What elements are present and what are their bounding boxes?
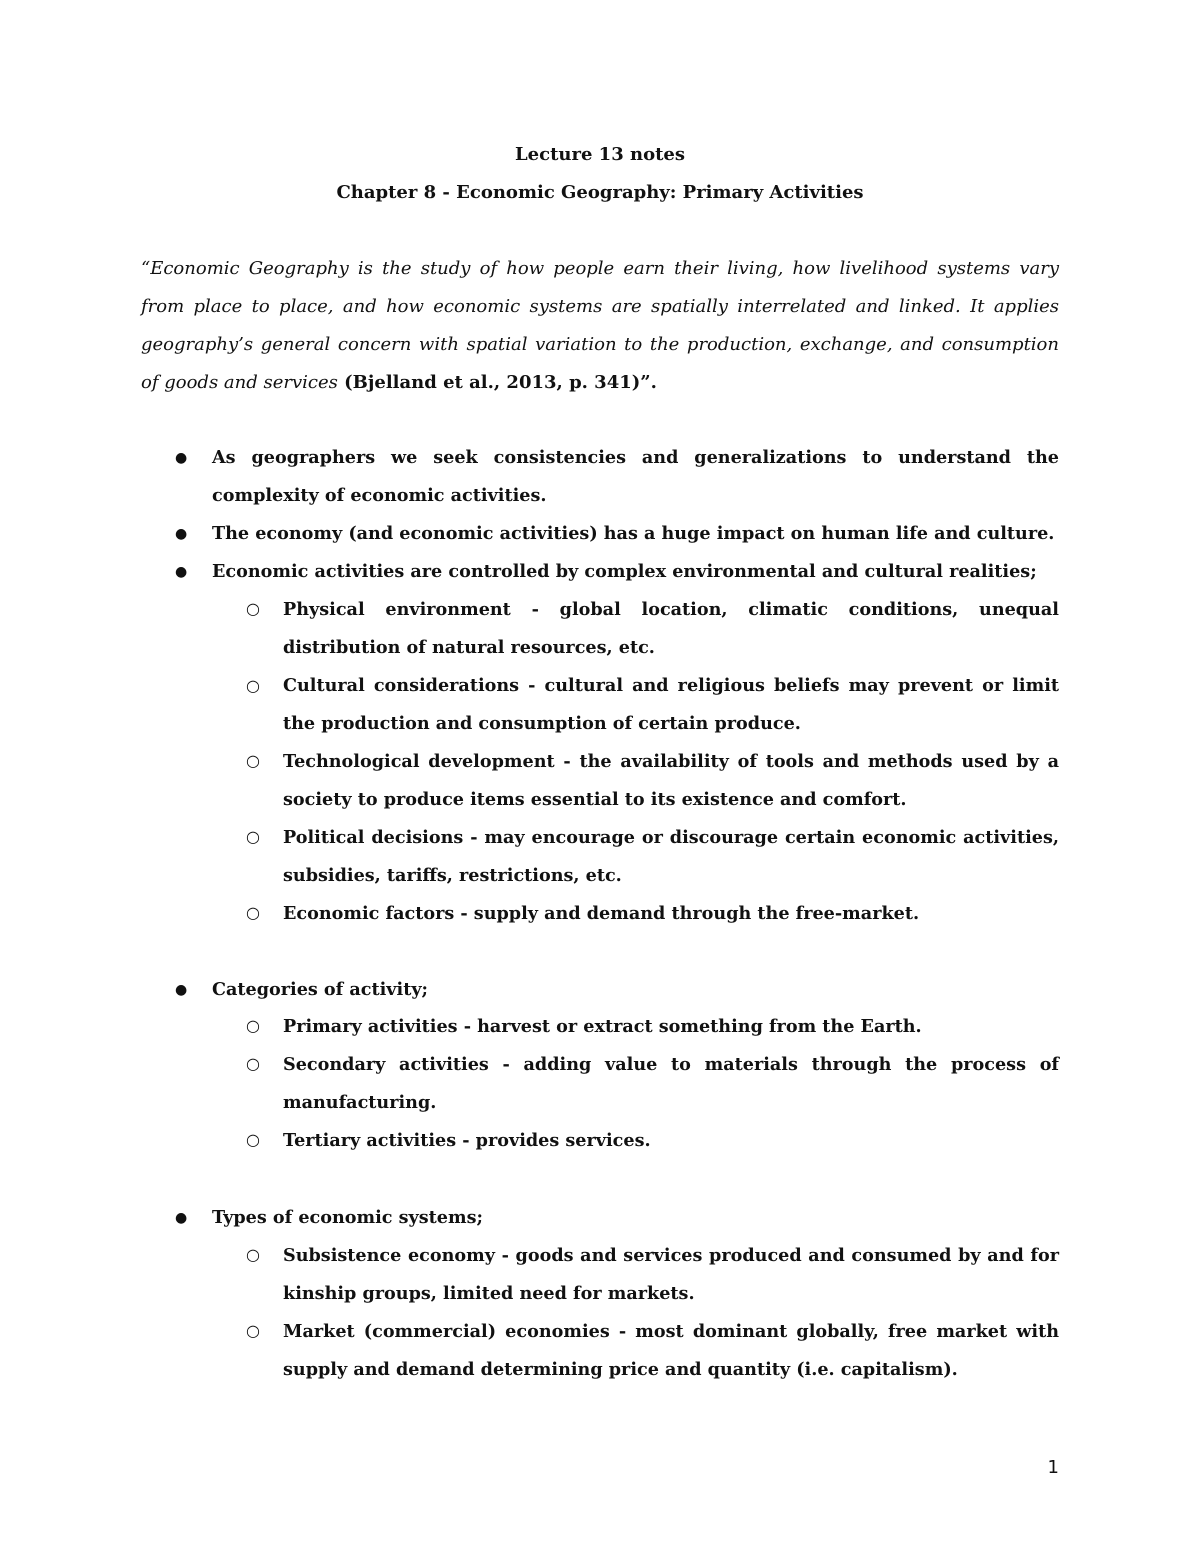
bullet-circle-icon: ○ (246, 903, 260, 922)
sub-list-item (283, 1313, 1059, 1389)
document-subtitle: Chapter 8 - Economic Geography: Primary Activities (336, 182, 864, 203)
item-description: - supply and demand through the free-market. (454, 903, 920, 924)
bullet-dot-icon: ● (175, 982, 188, 998)
item-term: Cultural considerations (283, 675, 520, 696)
section-heading-categories: Categories of activity; (212, 979, 429, 1000)
item-description: - adding value to materials through the process of manufacturing. (283, 1054, 1059, 1113)
item-description: - cultural and religious beliefs may prevent or limit the production and consumption of certain produce. (283, 675, 1060, 734)
bullet-circle-icon: ○ (246, 1016, 260, 1035)
page-number: 1 (1047, 1457, 1059, 1478)
sub-list-item (283, 895, 1059, 933)
section-heading-systems: Types of economic systems; (212, 1207, 484, 1228)
item-term: Physical environment (283, 599, 511, 620)
item-description: - harvest or extract something from the Earth. (457, 1016, 922, 1037)
bullet-dot-icon: ● (175, 1210, 188, 1226)
bullet-dot-icon: ● (175, 564, 188, 580)
bullet-circle-icon: ○ (246, 1054, 260, 1073)
item-term: Economic factors (283, 903, 455, 924)
sub-list-item (283, 1008, 1059, 1046)
item-description: - may encourage or discourage certain economic activities, subsidies, tariffs, restrictions, etc. (283, 827, 1059, 886)
definition-quote (141, 250, 1059, 402)
sub-list-item (283, 667, 1059, 743)
item-term: Secondary activities (283, 1054, 489, 1075)
sub-list-item (283, 1237, 1059, 1313)
item-description: - the availability of tools and methods used by a society to produce items essential to its existence and comfort. (283, 751, 1060, 810)
bullet-circle-icon: ○ (246, 1321, 260, 1340)
bullet-dot-icon: ● (175, 526, 188, 542)
document-title: Lecture 13 notes (515, 144, 685, 165)
item-description: - global location, climatic conditions, unequal distribution of natural resources, etc. (283, 599, 1059, 658)
item-description: - goods and services produced and consumed by and for kinship groups, limited need for markets. (283, 1245, 1059, 1304)
bullet-circle-icon: ○ (246, 751, 260, 770)
list-item: The economy (and economic activities) has a huge impact on human life and culture. (212, 523, 1055, 544)
list-item: As geographers we seek consistencies and generalizations to understand the complexity of economic activities. (212, 447, 1059, 506)
bullet-circle-icon: ○ (246, 599, 260, 618)
bullet-circle-icon: ○ (246, 1130, 260, 1149)
item-term: Technological development (283, 751, 555, 772)
item-term: Primary activities (283, 1016, 458, 1037)
bullet-circle-icon: ○ (246, 676, 260, 695)
sub-list-item (283, 819, 1059, 895)
sub-list-item (283, 743, 1059, 819)
item-term: Political decisions (283, 827, 464, 848)
bullet-circle-icon: ○ (246, 1245, 260, 1264)
sub-list-item (283, 591, 1059, 667)
item-description: - provides services. (456, 1130, 651, 1151)
item-description: - most dominant globally, free market with supply and demand determining price and quantity (i.e. capitalism). (283, 1321, 1059, 1380)
item-term: Subsistence economy (283, 1245, 495, 1266)
bullet-circle-icon: ○ (246, 827, 260, 846)
bullet-dot-icon: ● (175, 450, 188, 466)
sub-list-item (283, 1122, 1059, 1160)
quote-text: “Economic Geography is the study of how people earn their living, how livelihood systems vary from place to place, and how economic systems are spatially interrelated and linked. It applies geography’s general concern with spatial variation to the production, exchange, and consumption of goods and services (141, 258, 1059, 393)
item-term: Market (commercial) economies (283, 1321, 610, 1342)
item-term: Tertiary activities (283, 1130, 457, 1151)
quote-citation: (Bjelland et al., 2013, p. 341)”. (337, 372, 657, 393)
sub-list-item (283, 1046, 1059, 1122)
list-item: Economic activities are controlled by complex environmental and cultural realities; (212, 561, 1037, 582)
